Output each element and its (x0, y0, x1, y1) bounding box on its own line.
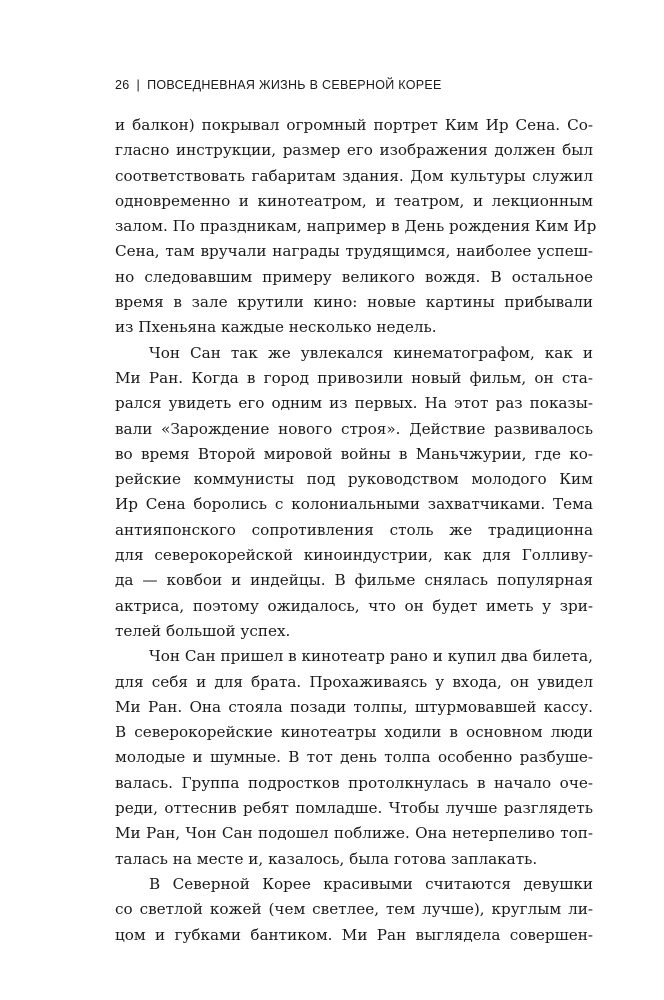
running-header (115, 78, 595, 92)
text-line: для себя и для брата. Прохаживаясь у входа, он увидел (115, 672, 593, 691)
text-line: рейские коммунисты под руководством молодого Ким (115, 470, 593, 489)
text-line: талась на месте и, казалось, была готова заплакать. (115, 849, 538, 868)
text-line: но следовавшим примеру великого вождя. В остальное (115, 267, 593, 286)
text-line: да — ковбои и индейцы. В фильме снялась популярная (115, 571, 593, 590)
paragraph (115, 113, 597, 341)
text-line: актриса, поэтому ожидалось, что он будет иметь у зри- (115, 596, 593, 615)
text-line: В Северной Корее красивыми считаются девушки (149, 874, 593, 893)
running-title: ПОВСЕДНЕВНАЯ ЖИЗНЬ В СЕВЕРНОЙ КОРЕЕ (147, 78, 442, 92)
text-line: Ир Сена боролись с колониальными захватчиками. Тема (115, 495, 593, 514)
text-line: соответствовать габаритам здания. Дом культуры служил (115, 166, 593, 185)
text-line: гласно инструкции, размер его изображения должен был (115, 141, 593, 160)
text-line: В северокорейские кинотеатры ходили в основном люди (115, 723, 593, 742)
text-line: реди, оттеснив ребят помладше. Чтобы лучше разглядеть (115, 799, 593, 818)
text-line: из Пхеньяна каждые несколько недель. (115, 318, 437, 337)
paragraph (115, 341, 593, 645)
text-line: одновременно и кинотеатром, и театром, и лекционным (115, 191, 593, 210)
text-line: Ми Ран. Она стояла позади толпы, штурмовавшей кассу. (115, 697, 593, 716)
text-line: время в зале крутили кино: новые картины прибывали (115, 293, 593, 312)
text-line: телей большой успех. (115, 621, 291, 640)
text-line: для северокорейской киноиндустрии, как для Голливу- (115, 546, 593, 565)
text-line: Чон Сан так же увлекался кинематографом, как и (149, 343, 593, 362)
text-line: молодые и шумные. В тот день толпа особенно разбуше- (115, 748, 593, 767)
text-line: цом и губками бантиком. Ми Ран выглядела совершен- (115, 925, 593, 944)
text-line: вали «Зарождение нового строя». Действие развивалось (115, 419, 593, 438)
text-line: и балкон) покрывал огромный портрет Ким Ир Сена. Со- (115, 116, 593, 134)
text-line: во время Второй мировой войны в Маньчжурии, где ко- (115, 444, 593, 463)
text-line: Сена, там вручали награды трудящимся, наиболее успеш- (115, 242, 593, 261)
text-line: Чон Сан пришел в кинотеатр рано и купил два билета, (149, 647, 593, 666)
text-line: валась. Группа подростков протолкнулась в начало оче- (115, 773, 593, 792)
text-line: антияпонского сопротивления столь же традиционна (115, 520, 593, 539)
text-line: рался увидеть его одним из первых. На этот раз показы- (115, 394, 593, 413)
page-number: 26 (115, 78, 130, 92)
text-line: Ми Ран, Чон Сан подошел поближе. Она нетерпеливо топ- (115, 824, 593, 843)
text-line: со светлой кожей (чем светлее, тем лучше), круглым ли- (115, 900, 593, 919)
body-text (115, 113, 597, 948)
paragraph (115, 872, 593, 948)
text-line: Ми Ран. Когда в город привозили новый фильм, он ста- (115, 368, 593, 387)
text-line: залом. По праздникам, например в День рождения Ким Ир (115, 217, 597, 236)
header-separator: | (136, 78, 141, 92)
paragraph (115, 644, 593, 872)
